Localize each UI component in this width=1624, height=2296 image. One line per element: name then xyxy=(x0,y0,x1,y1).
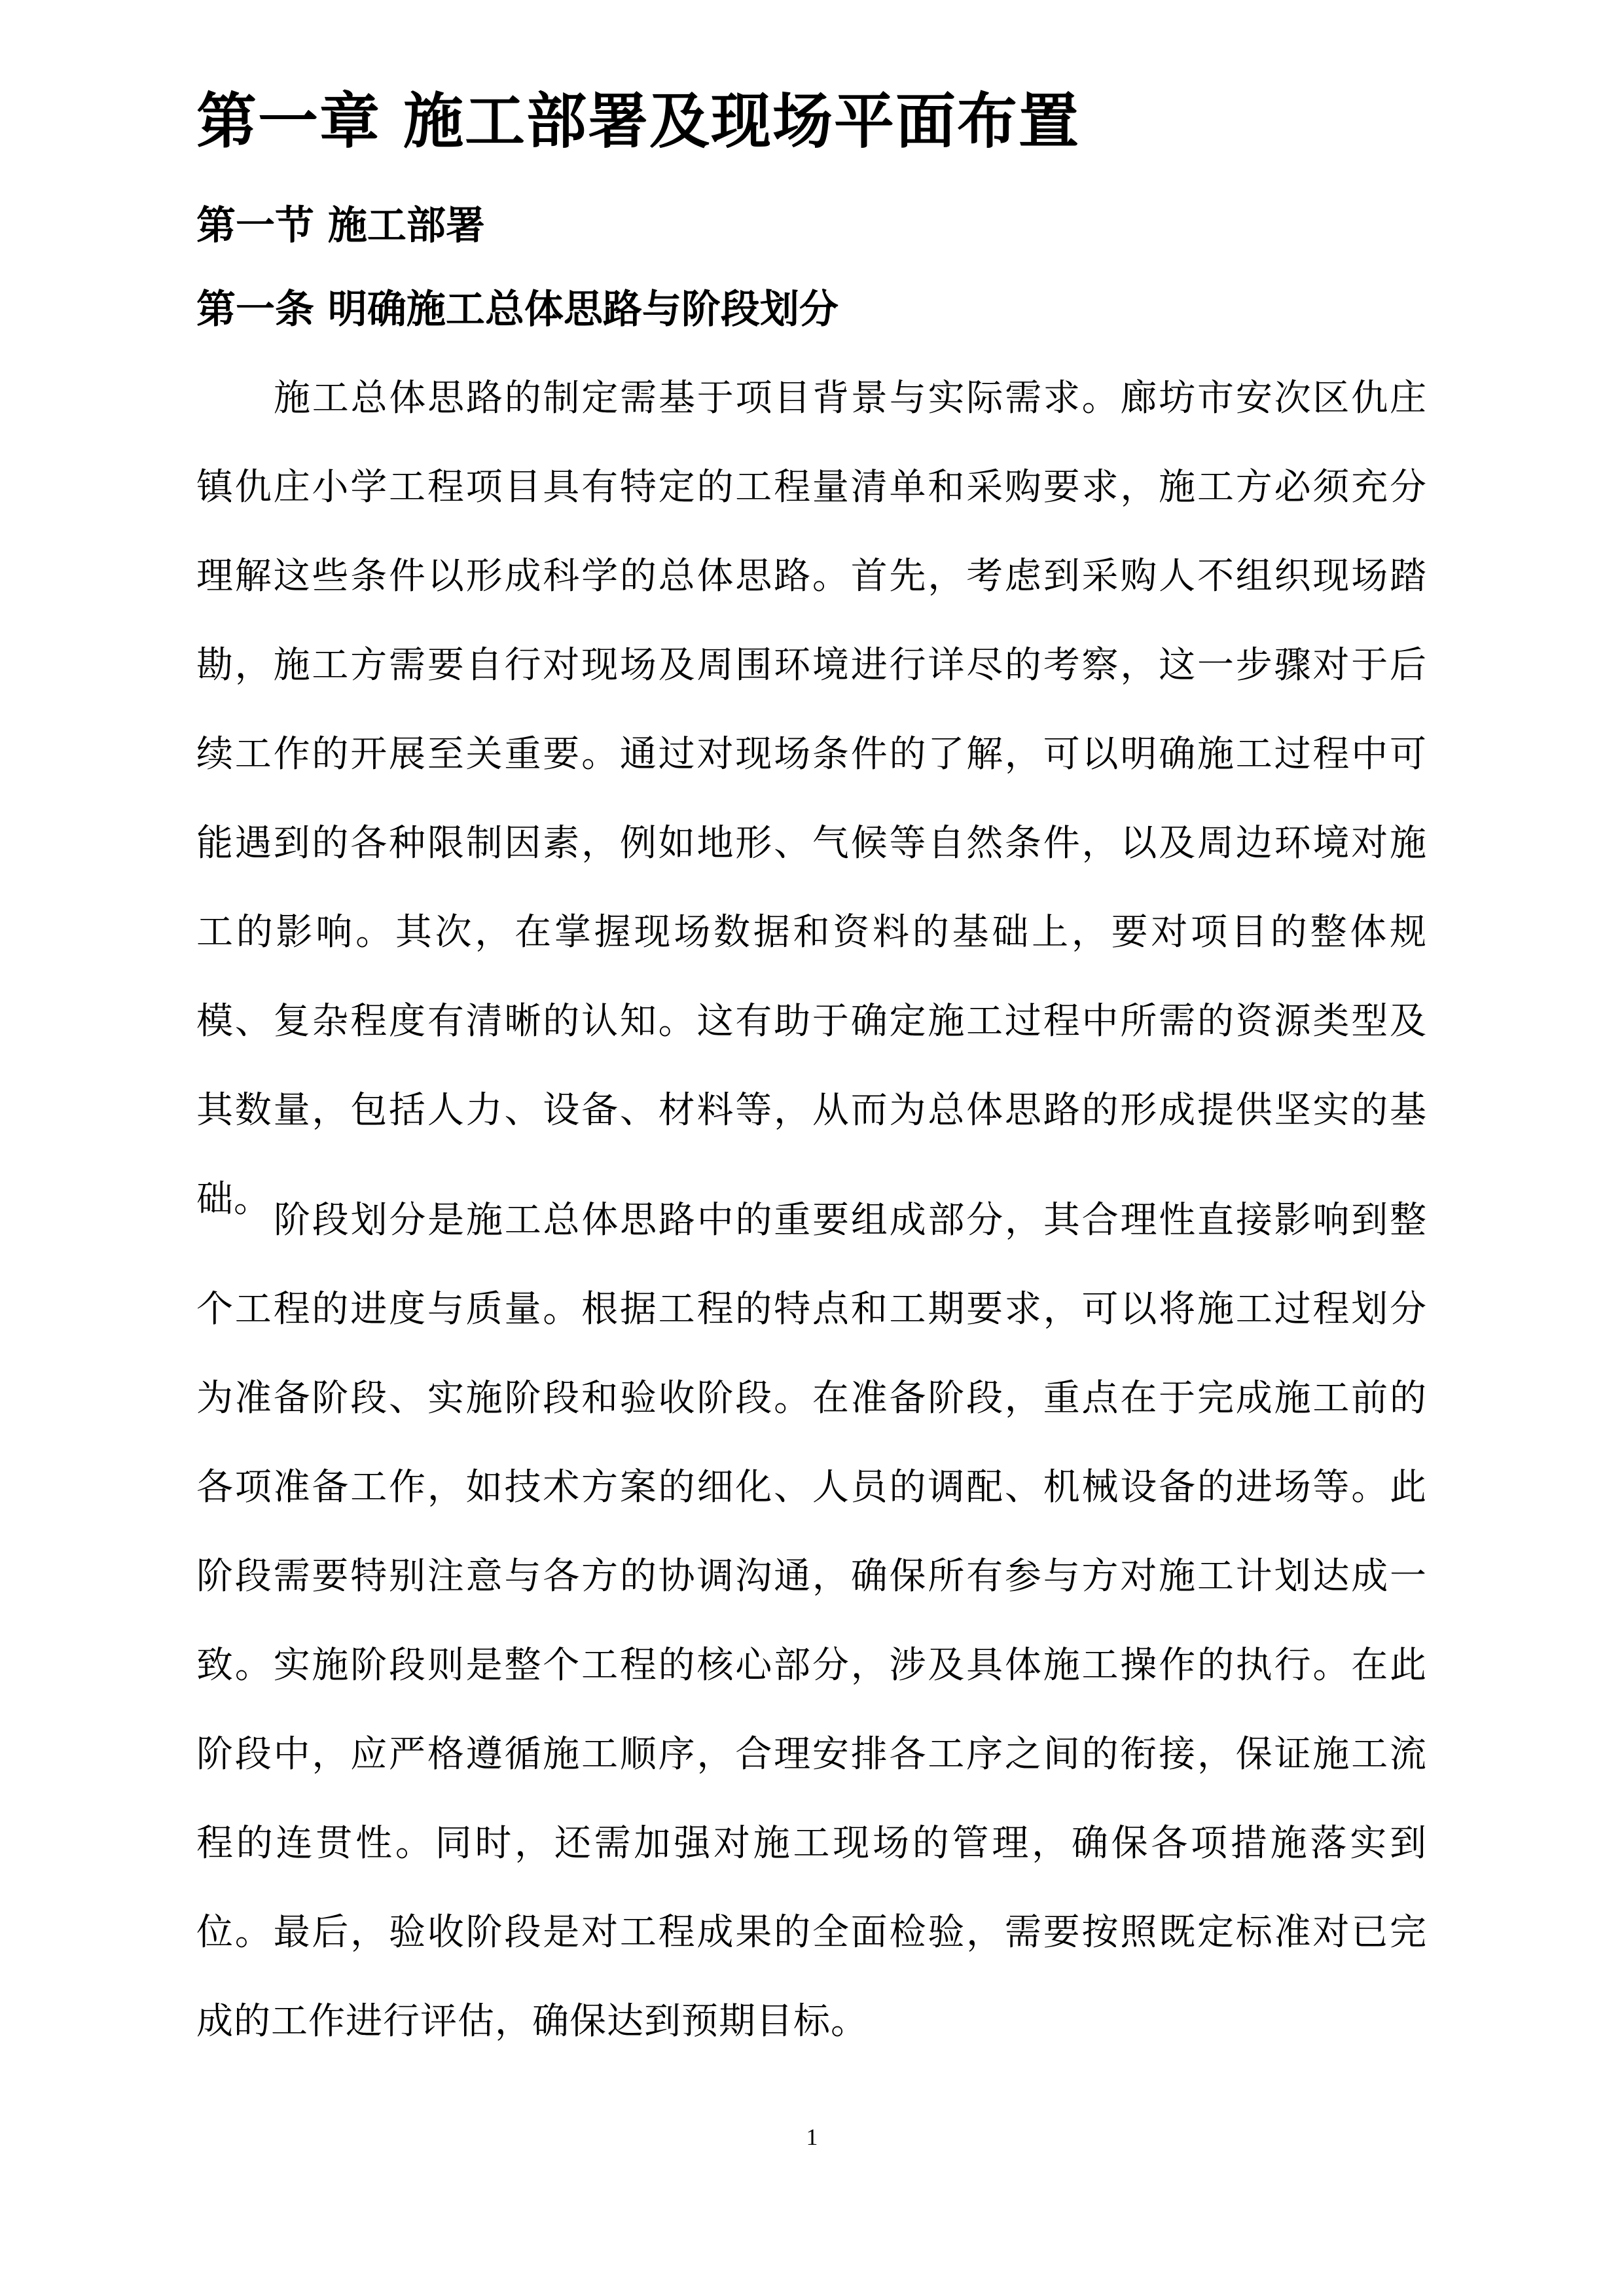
page-number: 1 xyxy=(806,2124,818,2150)
section-title: 第一节 施工部署 xyxy=(196,203,485,249)
body-paragraph: 阶段划分是施工总体思路中的重要组成部分，其合理性直接影响到整个工程的进度与质量。根据工程的特点和工期要求，可以将施工过程划分为准备阶段、实施阶段和验收阶段。在准备阶段，重点在于完成施工前的各项准备工作，如技术方案的细化、人员的调配、机械设备的进场等。此阶段需要特别注意与各方的协调沟通，确保所有参与方对施工计划达成一致。实施阶段则是整个工程的核心部分，涉及具体施工操作的执行。在此阶段中，应严格遵循施工顺序，合理安排各工序之间的衔接，保证施工流程的连贯性。同时，还需加强对施工现场的管理，确保各项措施落实到位。最后，验收阶段是对工程成果的全面检验，需要按照既定标准对已完成的工作进行评估，确保达到预期目标。 xyxy=(196,1199,1427,2043)
chapter-title: 第一章 施工部署及现场平面布置 xyxy=(196,86,1081,156)
article-title: 第一条 明确施工总体思路与阶段划分 xyxy=(196,287,839,332)
body-paragraph: 施工总体思路的制定需基于项目背景与实际需求。廊坊市安次区仇庄镇仇庄小学工程项目具有特定的工程量清单和采购要求，施工方必须充分理解这些条件以形成科学的总体思路。首先，考虑到采购人不组织现场踏勘，施工方需要自行对现场及周围环境进行详尽的考察，这一步骤对于后续工作的开展至关重要。通过对现场条件的了解，可以明确施工过程中可能遇到的各种限制因素，例如地形、气候等自然条件，以及周边环境对施工的影响。其次，在掌握现场数据和资料的基础上，要对项目的整体规模、复杂程度有清晰的认知。这有助于确定施工过程中所需的资源类型及其数量，包括人力、设备、材料等，从而为总体思路的形成提供坚实的基础。 xyxy=(196,377,1427,1221)
